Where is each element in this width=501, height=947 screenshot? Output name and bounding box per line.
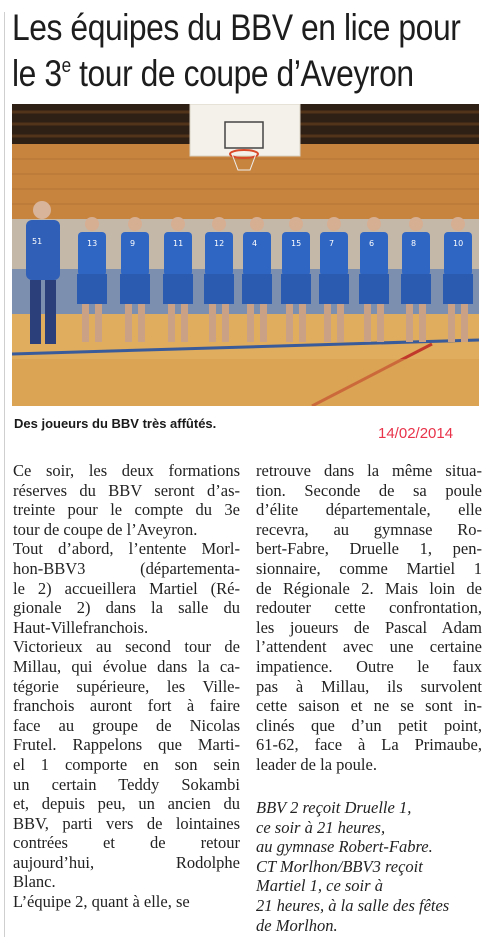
info-line: BBV 2 reçoit Druelle 1, — [256, 798, 412, 817]
text-line: un certain Teddy Sokambi — [13, 774, 240, 794]
jersey-number: 7 — [329, 239, 335, 248]
headline-line-2: le 3e tour de coupe d’Aveyron — [12, 53, 414, 94]
text-line: sionnaire, comme Martiel 1 — [256, 558, 482, 578]
text-line: d’élite départementale, elle — [256, 500, 482, 520]
text-line: réserves du BBV seront d’as- — [13, 480, 240, 500]
text-line: recevra, au gymnase Ro- — [256, 519, 482, 539]
headline — [12, 7, 461, 94]
text-line: leader de la poule. — [256, 754, 377, 774]
text-line: de Régionale 2. Mais loin de — [256, 578, 482, 598]
jersey-number: 6 — [369, 239, 375, 248]
text-line: clinés que d’un petit point, — [256, 715, 482, 735]
jersey-number: 10 — [453, 239, 464, 248]
text-line: hon-BBV3 (départementa- — [13, 558, 240, 578]
text-line: pas à Millau, ils survolent — [256, 676, 482, 696]
text-line: cette saison et ne se sont in- — [256, 696, 482, 716]
svg-text:51: 51 — [32, 237, 43, 246]
text-line: Victorieux au second tour de — [13, 637, 240, 657]
text-line: bert-Fabre, Druelle 1, pen- — [256, 539, 482, 559]
text-line: Millau, qui évolue dans la ca- — [13, 656, 240, 676]
text-line: les joueurs de Pascal Adam — [256, 617, 482, 637]
text-line: Ce soir, les deux formations — [13, 461, 240, 480]
article-column-1 — [13, 461, 240, 912]
text-line: Haut-Villefranchois. — [13, 617, 149, 637]
jersey-number: 13 — [87, 239, 98, 248]
text-line: l’attendent avec une certaine — [256, 637, 482, 657]
text-line: tion. Seconde de sa poule — [256, 480, 482, 500]
text-line: treinte pour le compte du 3e — [13, 500, 240, 520]
text-line: aujourd’hui, Rodolphe — [13, 852, 240, 872]
text-line: franchois auront fort à faire — [13, 696, 240, 716]
text-line: et, depuis peu, un ancien du — [13, 794, 240, 814]
jersey-number: 9 — [130, 239, 136, 248]
text-line: tégorie supérieure, les Ville- — [13, 676, 240, 696]
jersey-number: 11 — [173, 239, 184, 248]
text-line: el 1 comporte en son sein — [13, 754, 240, 774]
text-line: contrées et de retour — [13, 833, 240, 853]
text-line: 61-62, face à La Primaube, — [256, 735, 482, 755]
info-line: ce soir à 21 heures, — [256, 817, 386, 837]
text-line: Tout d’abord, l’entente Morl- — [13, 539, 240, 559]
jersey-number: 12 — [214, 239, 225, 248]
text-line: gionale 2) dans la salle du — [13, 598, 240, 618]
jersey-number: 15 — [291, 239, 302, 248]
text-line: retrouve dans la même situa- — [256, 461, 482, 480]
info-line: 21 heures, à la salle des fêtes — [256, 895, 450, 915]
publication-date: 14/02/2014 — [378, 425, 454, 442]
text-line: impatience. Outre le faux — [256, 656, 482, 676]
text-line: face au groupe de Nicolas — [13, 715, 240, 735]
info-line: de Morlhon. — [256, 915, 338, 935]
text-line: L’équipe 2, quant à elle, se — [13, 892, 190, 912]
headline-line-1: Les équipes du BBV en lice pour — [12, 7, 461, 48]
team-photo — [12, 104, 479, 406]
text-line: Frutel. Rappelons que Marti- — [13, 735, 240, 755]
article-column-2 — [256, 461, 482, 775]
text-line: le 2) accueillera Martiel (Ré- — [13, 578, 240, 598]
text-line: redouter cette confrontation, — [256, 598, 482, 618]
info-line: Martiel 1, ce soir à — [256, 876, 383, 896]
text-line: BBV, parti vers de lointaines — [13, 813, 240, 833]
team-photo-drawing — [12, 104, 479, 406]
photo-caption: Des joueurs du BBV très affûtés. — [14, 416, 217, 431]
jersey-number: 8 — [411, 239, 417, 248]
text-line: tour de coupe de l’Aveyron. — [13, 519, 198, 539]
column-rule — [4, 12, 5, 937]
info-line: au gymnase Robert-Fabre. — [256, 837, 433, 857]
text-line: Blanc. — [13, 872, 56, 892]
match-info-box — [256, 798, 484, 935]
info-line: CT Morlhon/BBV3 reçoit — [256, 856, 423, 876]
jersey-number: 4 — [252, 239, 258, 248]
